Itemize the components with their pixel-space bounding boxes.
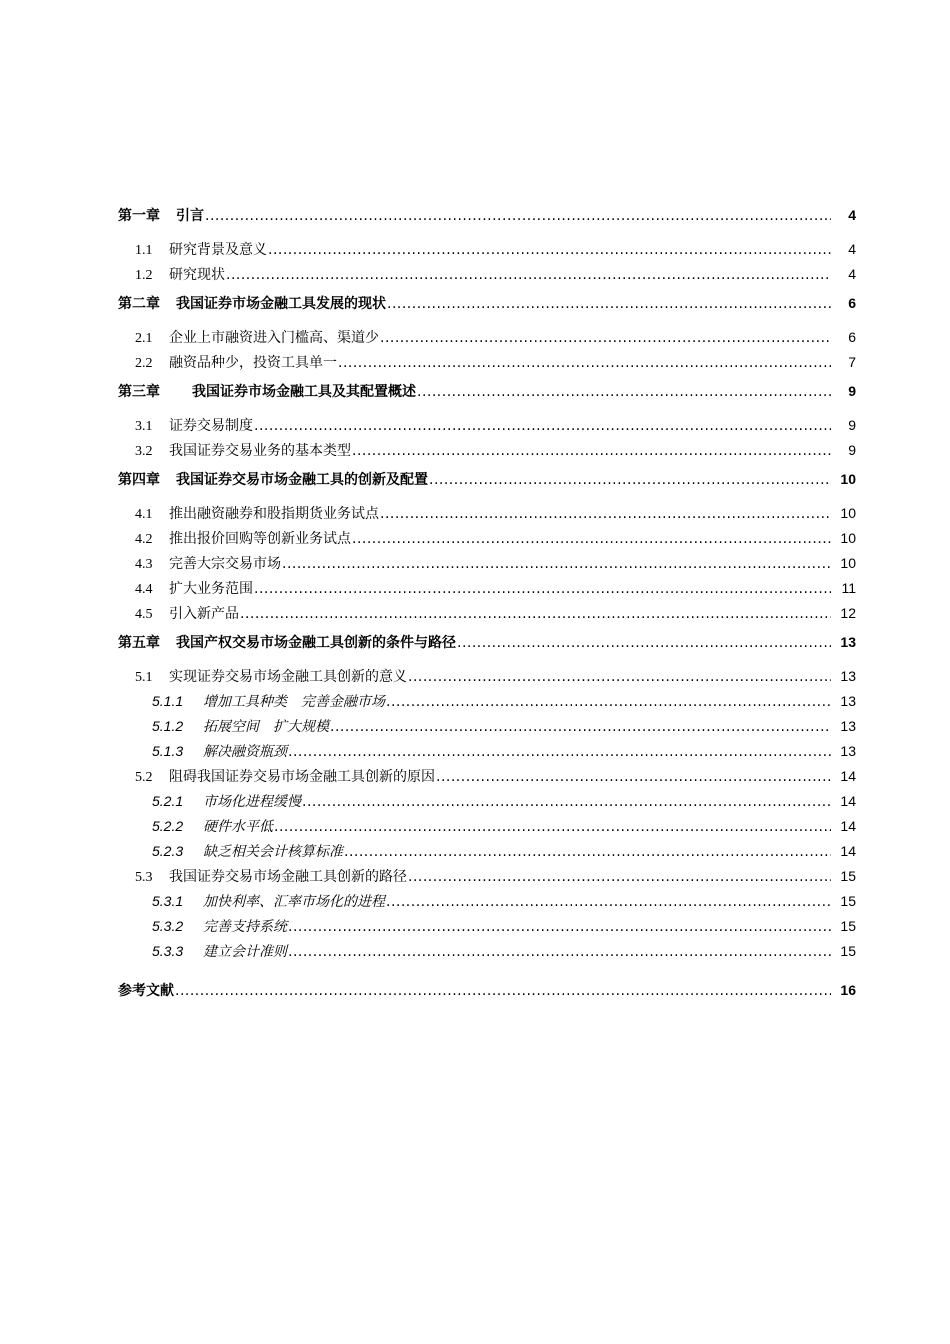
page-number: 15: [840, 868, 856, 884]
page-number: 9: [848, 417, 856, 433]
page-number: 10: [840, 471, 856, 487]
chapter-title: 引言: [176, 208, 204, 224]
toc-chapter-4[interactable]: [118, 466, 856, 495]
subsection-title: 增加工具种类 完善金融市场: [203, 694, 385, 710]
subsection-title: 完善支持系统: [203, 919, 287, 935]
section-number: 4.4: [135, 582, 153, 597]
page-number: 13: [840, 718, 856, 734]
section-title: 推出融资融券和股指期货业务试点: [169, 506, 379, 522]
section-title: 研究背景及意义: [169, 242, 267, 258]
section-number: 4.3: [135, 557, 153, 572]
section-number: 4.5: [135, 607, 153, 622]
toc-references[interactable]: [118, 977, 856, 1006]
dot-leader: [408, 668, 831, 686]
toc-section-4-2[interactable]: [118, 529, 856, 554]
dot-leader: [288, 743, 831, 761]
toc-section-2-1[interactable]: [118, 319, 856, 353]
subsection-number: 5.2.1: [152, 793, 184, 809]
section-number: 2.2: [135, 356, 153, 371]
toc-section-4-1[interactable]: [118, 495, 856, 529]
chapter-number: 第二章: [118, 296, 160, 312]
section-number: 3.1: [135, 419, 153, 434]
chapter-number: 第五章: [118, 635, 160, 651]
toc-chapter-2[interactable]: [118, 290, 856, 319]
toc-subsection-5-2-1[interactable]: [118, 792, 856, 817]
section-title: 实现证券交易市场金融工具创新的意义: [169, 669, 407, 685]
page-number: 13: [840, 743, 856, 759]
toc-section-3-2[interactable]: [118, 441, 856, 466]
toc-subsection-5-3-1[interactable]: [118, 892, 856, 917]
dot-leader: [226, 266, 831, 284]
dot-leader: [274, 818, 831, 836]
toc-section-1-2[interactable]: [118, 265, 856, 290]
section-number: 4.1: [135, 507, 153, 522]
page-number: 16: [840, 982, 856, 998]
toc-subsection-5-3-2[interactable]: [118, 917, 856, 942]
dot-leader: [386, 893, 831, 911]
dot-leader: [408, 868, 831, 886]
chapter-title: 我国证券市场金融工具及其配置概述: [192, 384, 416, 400]
chapter-title: 我国证券市场金融工具发展的现状: [176, 296, 386, 312]
section-number: 4.2: [135, 532, 153, 547]
spacer: [118, 967, 856, 977]
dot-leader: [288, 943, 831, 961]
subsection-number: 5.3.2: [152, 918, 184, 934]
toc-chapter-3[interactable]: [118, 378, 856, 407]
subsection-number: 5.2.2: [152, 818, 184, 834]
chapter-title: 我国证券交易市场金融工具的创新及配置: [176, 472, 428, 488]
page-number: 15: [840, 918, 856, 934]
toc-section-5-3[interactable]: [118, 867, 856, 892]
page-number: 13: [840, 634, 856, 650]
page-number: 9: [848, 383, 856, 399]
dot-leader: [338, 354, 831, 372]
page-number: 14: [840, 818, 856, 834]
section-title: 推出报价回购等创新业务试点: [169, 531, 351, 547]
section-title: 研究现状: [169, 267, 225, 283]
references-title: 参考文献: [118, 983, 174, 999]
section-number: 5.1: [135, 670, 153, 685]
section-number: 1.2: [135, 268, 153, 283]
section-title: 融资品种少，投资工具单一: [169, 355, 337, 371]
toc-section-5-2[interactable]: [118, 767, 856, 792]
chapter-title: 我国产权交易市场金融工具创新的条件与路径: [176, 635, 456, 651]
subsection-number: 5.3.1: [152, 893, 184, 909]
dot-leader: [457, 634, 831, 652]
section-title: 引入新产品: [169, 606, 239, 622]
page-number: 12: [840, 605, 856, 621]
subsection-title: 建立会计准则: [203, 944, 287, 960]
toc-section-3-1[interactable]: [118, 407, 856, 441]
dot-leader: [288, 918, 831, 936]
dot-leader: [429, 471, 831, 489]
page-number: 14: [840, 793, 856, 809]
dot-leader: [282, 555, 831, 573]
dot-leader: [387, 295, 831, 313]
toc-subsection-5-1-3[interactable]: [118, 742, 856, 767]
subsection-number: 5.2.3: [152, 843, 184, 859]
page-number: 7: [848, 354, 856, 370]
dot-leader: [175, 982, 831, 1000]
page-number: 11: [841, 580, 856, 596]
section-number: 1.1: [135, 243, 153, 258]
section-number: 2.1: [135, 331, 153, 346]
chapter-number: 第三章: [118, 384, 160, 400]
dot-leader: [240, 605, 831, 623]
toc-section-4-5[interactable]: [118, 604, 856, 629]
dot-leader: [436, 768, 831, 786]
page-number: 6: [848, 329, 856, 345]
page-number: 15: [840, 893, 856, 909]
table-of-contents: [118, 202, 856, 1006]
dot-leader: [268, 241, 831, 259]
dot-leader: [386, 693, 831, 711]
page-number: 14: [840, 843, 856, 859]
toc-subsection-5-1-1[interactable]: [118, 692, 856, 717]
page-number: 4: [848, 241, 856, 257]
section-number: 5.2: [135, 770, 153, 785]
dot-leader: [205, 207, 831, 225]
section-title: 证券交易制度: [169, 418, 253, 434]
toc-subsection-5-2-3[interactable]: [118, 842, 856, 867]
chapter-number: 第四章: [118, 472, 160, 488]
dot-leader: [330, 718, 831, 736]
toc-section-5-1[interactable]: [118, 658, 856, 692]
section-title: 完善大宗交易市场: [169, 556, 281, 572]
toc-subsection-5-1-2[interactable]: [118, 717, 856, 742]
subsection-title: 解决融资瓶颈: [203, 744, 287, 760]
page-number: 4: [848, 266, 856, 282]
page-number: 10: [840, 505, 856, 521]
dot-leader: [254, 580, 831, 598]
dot-leader: [380, 329, 831, 347]
section-number: 3.2: [135, 444, 153, 459]
toc-section-2-2[interactable]: [118, 353, 856, 378]
page-number: 14: [840, 768, 856, 784]
subsection-title: 拓展空间 扩大规模: [203, 719, 329, 735]
subsection-number: 5.1.3: [152, 743, 184, 759]
section-title: 扩大业务范围: [169, 581, 253, 597]
subsection-title: 市场化进程缓慢: [203, 794, 301, 810]
toc-chapter-1[interactable]: [118, 202, 856, 231]
dot-leader: [302, 793, 831, 811]
chapter-number: 第一章: [118, 208, 160, 224]
section-title: 我国证券交易业务的基本类型: [169, 443, 351, 459]
page-number: 10: [840, 555, 856, 571]
dot-leader: [344, 843, 831, 861]
subsection-title: 加快利率、汇率市场化的进程: [203, 894, 385, 910]
page-number: 13: [840, 668, 856, 684]
page-number: 10: [840, 530, 856, 546]
subsection-number: 5.1.2: [152, 718, 184, 734]
page-number: 4: [848, 207, 856, 223]
section-title: 企业上市融资进入门槛高、渠道少: [169, 330, 379, 346]
toc-subsection-5-2-2[interactable]: [118, 817, 856, 842]
page-number: 9: [848, 442, 856, 458]
page-number: 6: [848, 295, 856, 311]
toc-chapter-5[interactable]: [118, 629, 856, 658]
toc-section-4-4[interactable]: [118, 579, 856, 604]
toc-section-1-1[interactable]: [118, 231, 856, 265]
section-title: 我国证券交易市场金融工具创新的路径: [169, 869, 407, 885]
dot-leader: [352, 442, 831, 460]
page-number: 13: [840, 693, 856, 709]
dot-leader: [417, 383, 831, 401]
dot-leader: [254, 417, 831, 435]
section-title: 阻碍我国证券交易市场金融工具创新的原因: [169, 769, 435, 785]
subsection-title: 硬件水平低: [203, 819, 273, 835]
toc-subsection-5-3-3[interactable]: [118, 942, 856, 967]
page-number: 15: [840, 943, 856, 959]
dot-leader: [352, 530, 831, 548]
dot-leader: [380, 505, 831, 523]
toc-section-4-3[interactable]: [118, 554, 856, 579]
subsection-number: 5.3.3: [152, 943, 184, 959]
section-number: 5.3: [135, 870, 153, 885]
subsection-number: 5.1.1: [152, 693, 184, 709]
subsection-title: 缺乏相关会计核算标准: [203, 844, 343, 860]
